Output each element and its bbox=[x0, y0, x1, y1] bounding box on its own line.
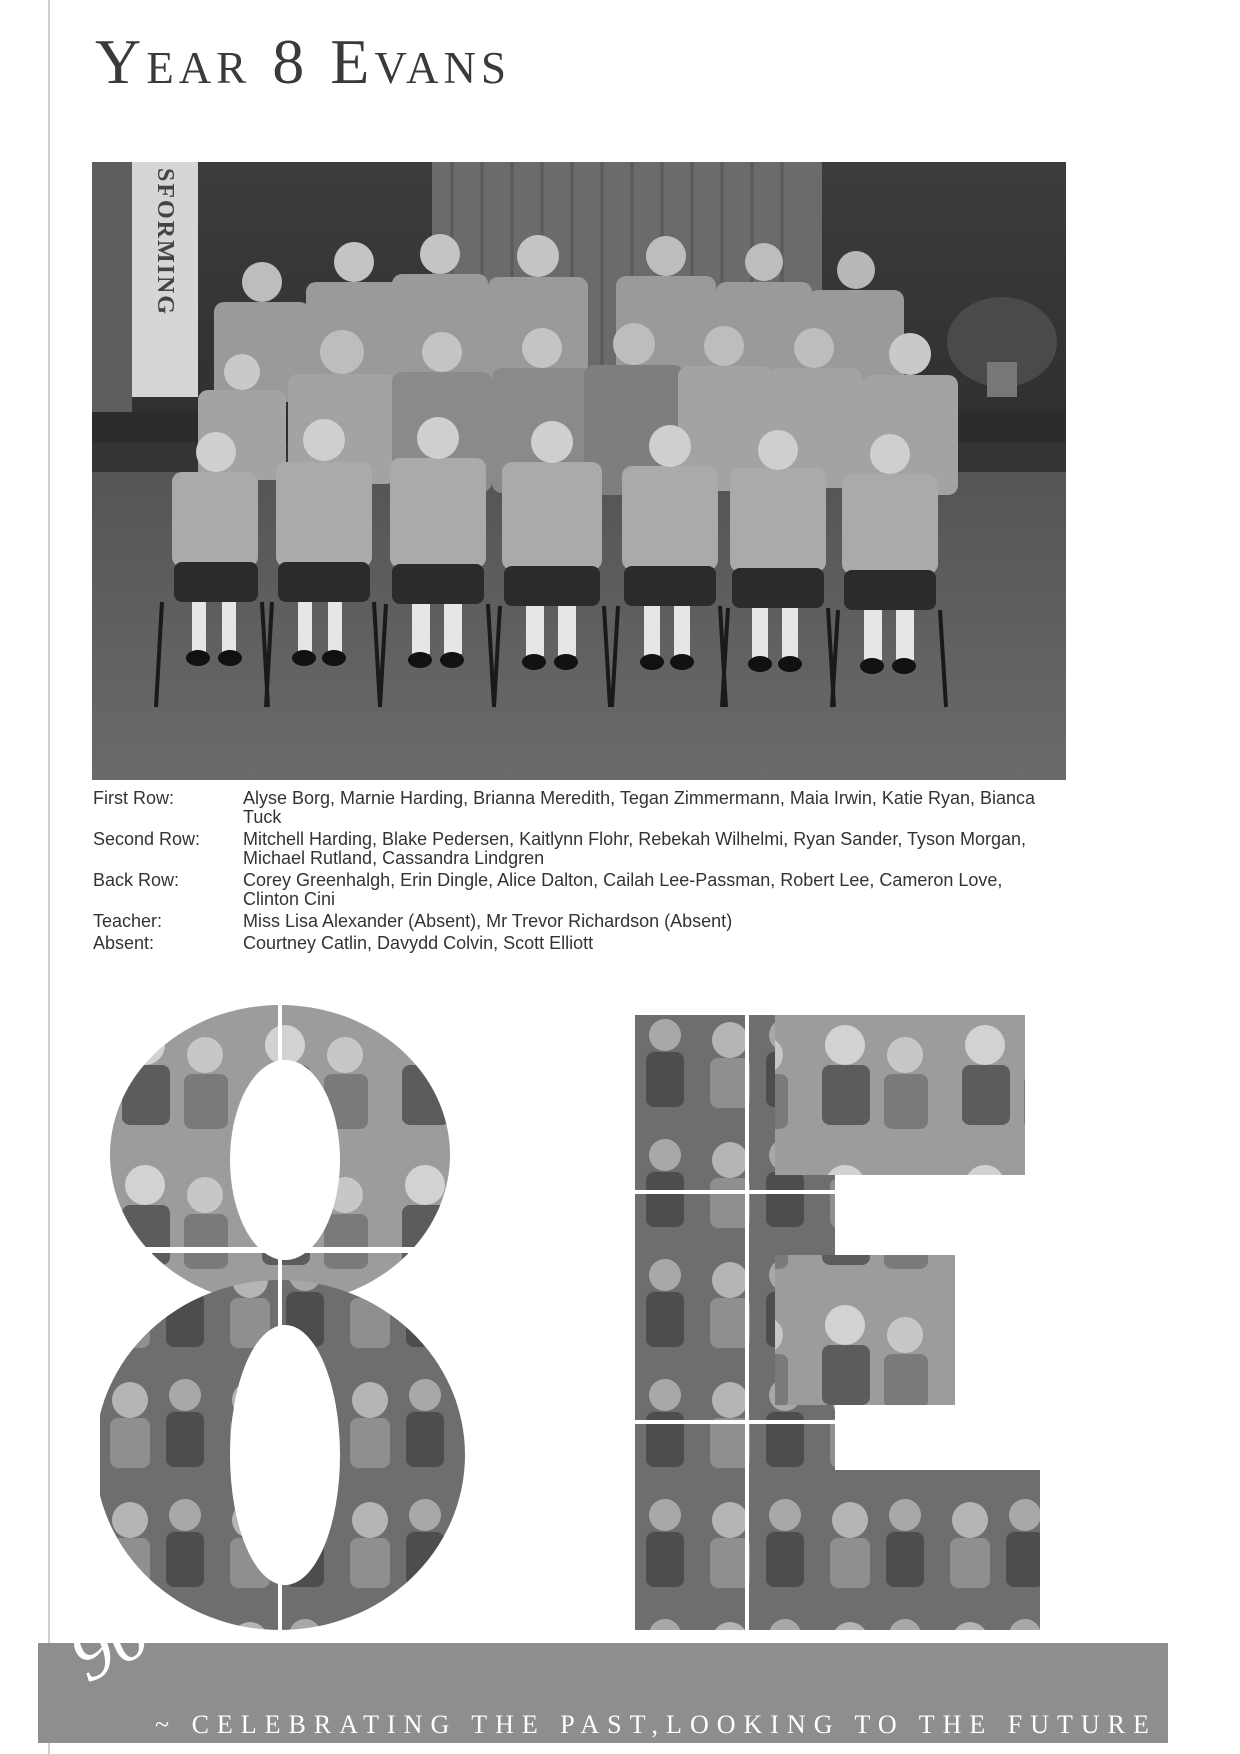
caption-row-back bbox=[93, 871, 1053, 909]
caption-label: Second Row: bbox=[93, 829, 201, 849]
caption-row-first bbox=[93, 789, 1053, 827]
collage-8e-shapes bbox=[100, 1000, 1060, 1630]
figure-8-shape bbox=[100, 1000, 465, 1630]
caption-label: Teacher: bbox=[93, 911, 163, 931]
caption-names: Corey Greenhalgh, Erin Dingle, Alice Dalton, Cailah Lee-Passman, Robert Lee, Cameron Love, Clinton Cini bbox=[243, 870, 1003, 909]
banner-text: SFORMING bbox=[152, 168, 178, 316]
caption-row-absent bbox=[93, 934, 1053, 953]
caption-label: Back Row: bbox=[93, 870, 180, 890]
class-group-photo bbox=[92, 162, 1066, 780]
caption-label: Absent: bbox=[93, 933, 155, 953]
caption-label: First Row: bbox=[93, 788, 174, 808]
footer-tagline: ~ CELEBRATING THE PAST,LOOKING TO THE FUTURE ~ bbox=[155, 1710, 1194, 1739]
caption-names: Miss Lisa Alexander (Absent), Mr Trevor Richardson (Absent) bbox=[243, 911, 733, 931]
page-edge-rule bbox=[48, 0, 50, 1754]
page-number: 90 bbox=[56, 1588, 163, 1699]
caption-names: Mitchell Harding, Blake Pedersen, Kaitlynn Flohr, Rebekah Wilhelmi, Ryan Sander, Tyson Morgan, Michael Rutland, Cassandra Lindgren bbox=[243, 829, 1027, 868]
caption-names: Alyse Borg, Marnie Harding, Brianna Meredith, Tegan Zimmermann, Maia Irwin, Katie Ryan, Bianca Tuck bbox=[243, 788, 1036, 827]
caption-row-second bbox=[93, 830, 1053, 868]
student-name-list bbox=[93, 789, 1053, 956]
page-title: Year 8 Evans bbox=[95, 26, 512, 97]
photo-collage-8e bbox=[100, 1000, 1060, 1630]
class-photo-illustration bbox=[92, 162, 1066, 780]
caption-names: Courtney Catlin, Davydd Colvin, Scott Elliott bbox=[243, 933, 594, 953]
letter-e-shape bbox=[635, 1015, 1040, 1630]
caption-row-teacher bbox=[93, 912, 1053, 931]
